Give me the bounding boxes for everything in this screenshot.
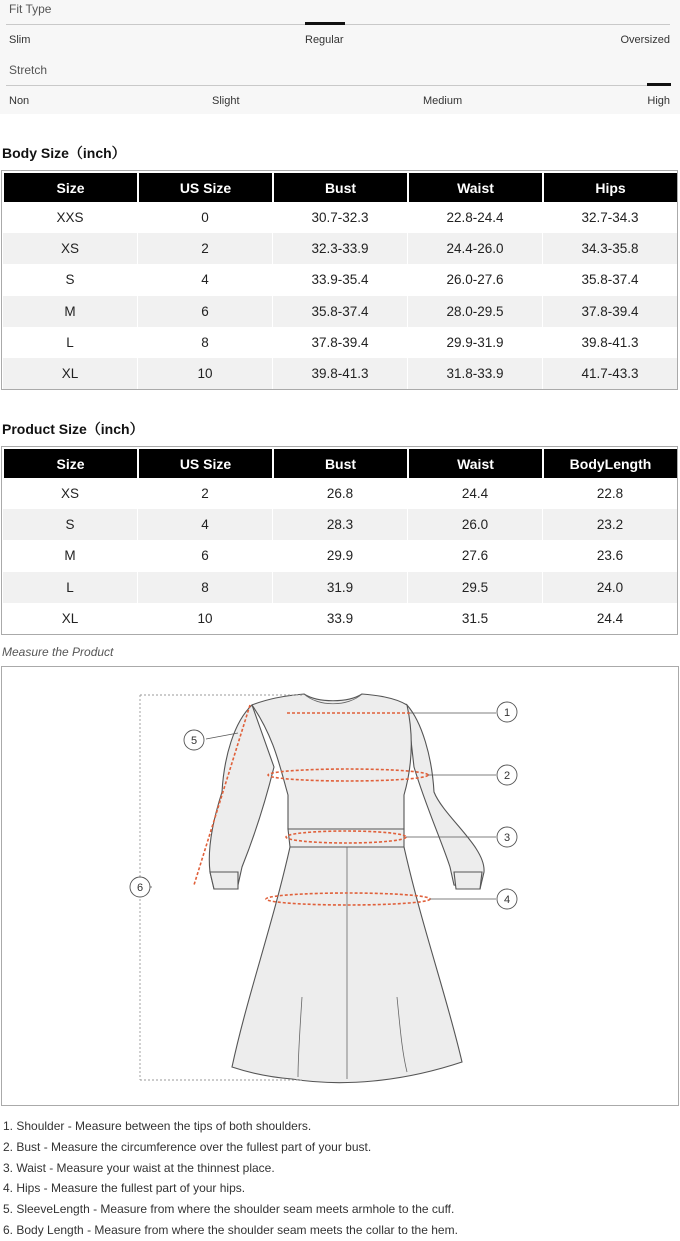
table-cell: 31.5 <box>407 603 542 634</box>
table-cell: 23.6 <box>542 540 677 571</box>
table-cell: 30.7-32.3 <box>272 202 407 233</box>
table-cell: 26.0 <box>407 509 542 540</box>
column-header: Bust <box>272 447 407 478</box>
table-row <box>2 264 677 295</box>
table-cell: 32.7-34.3 <box>542 202 677 233</box>
product-size-title: Product Size（inch） <box>2 421 144 437</box>
fit-type-title: Fit Type <box>9 2 52 16</box>
table-header-row <box>2 447 677 478</box>
table-cell: 39.8-41.3 <box>272 358 407 389</box>
column-header: Size <box>2 447 137 478</box>
fit-type-label-oversized: Oversized <box>620 34 670 46</box>
fit-scales <box>0 0 680 114</box>
stretch-title: Stretch <box>9 63 48 77</box>
table-cell: 26.8 <box>272 478 407 509</box>
note-shoulder: 1. Shoulder - Measure between the tips of both shoulders. <box>3 1119 312 1133</box>
table-cell: 35.8-37.4 <box>542 264 677 295</box>
table-cell: 32.3-33.9 <box>272 233 407 264</box>
body-size-table <box>1 170 678 390</box>
table-cell: S <box>2 264 137 295</box>
table-cell: 33.9 <box>272 603 407 634</box>
note-waist: 3. Waist - Measure your waist at the thinnest place. <box>3 1160 275 1175</box>
fit-type-scale <box>0 0 680 57</box>
column-header: BodyLength <box>542 447 677 478</box>
callout-label-2: 2 <box>503 770 511 782</box>
table-row <box>2 358 677 389</box>
table-row <box>2 202 677 233</box>
table-cell: 24.0 <box>542 572 677 603</box>
measurement-notes <box>3 1116 458 1241</box>
table-cell: S <box>2 509 137 540</box>
fit-type-label-slim: Slim <box>9 34 31 46</box>
left-sleeve <box>209 705 274 889</box>
fit-type-selected-marker <box>305 22 345 25</box>
table-cell: XS <box>2 233 137 264</box>
column-header: Waist <box>407 447 542 478</box>
bodice <box>252 694 411 829</box>
table-cell: XL <box>2 358 137 389</box>
column-header: Bust <box>272 171 407 202</box>
stretch-label-high: High <box>647 95 670 107</box>
measurement-diagram <box>1 666 679 1106</box>
callout-label-4: 4 <box>503 894 511 906</box>
table-cell: 4 <box>137 509 272 540</box>
table-row <box>2 296 677 327</box>
column-header: US Size <box>137 447 272 478</box>
column-header: US Size <box>137 171 272 202</box>
column-header: Hips <box>542 171 677 202</box>
table-cell: 41.7-43.3 <box>542 358 677 389</box>
table-cell: 28.0-29.5 <box>407 296 542 327</box>
table-cell: 29.9-31.9 <box>407 327 542 358</box>
table-row <box>2 327 677 358</box>
diagram-caption: Measure the Product <box>2 645 114 659</box>
column-header: Size <box>2 171 137 202</box>
table-cell: 8 <box>137 572 272 603</box>
note-hips: 4. Hips - Measure the fullest part of your hips. <box>3 1181 246 1196</box>
table-row <box>2 603 677 634</box>
table-cell: 34.3-35.8 <box>542 233 677 264</box>
right-cuff <box>454 872 482 889</box>
table-cell: 24.4 <box>407 478 542 509</box>
table-cell: 29.5 <box>407 572 542 603</box>
table-cell: 31.9 <box>272 572 407 603</box>
table-row <box>2 540 677 571</box>
stretch-label-slight: Slight <box>212 95 240 107</box>
note-bust: 2. Bust - Measure the circumference over the fullest part of your bust. <box>3 1139 372 1154</box>
table-cell: 2 <box>137 233 272 264</box>
left-cuff <box>210 872 238 889</box>
callout-label-6: 6 <box>136 882 144 894</box>
stretch-label-non: Non <box>9 95 30 107</box>
stretch-label-medium: Medium <box>423 95 463 107</box>
table-cell: 33.9-35.4 <box>272 264 407 295</box>
table-cell: 2 <box>137 478 272 509</box>
table-cell: 26.0-27.6 <box>407 264 542 295</box>
table-cell: 35.8-37.4 <box>272 296 407 327</box>
note-sleeve-length: 5. SleeveLength - Measure from where the shoulder seam meets armhole to the cuff. <box>3 1202 455 1217</box>
table-cell: 37.8-39.4 <box>542 296 677 327</box>
table-cell: 10 <box>137 358 272 389</box>
table-cell: 23.2 <box>542 509 677 540</box>
table-cell: 24.4 <box>542 603 677 634</box>
table-cell: 31.8-33.9 <box>407 358 542 389</box>
table-cell: 29.9 <box>272 540 407 571</box>
table-cell: 8 <box>137 327 272 358</box>
table-cell: XS <box>2 478 137 509</box>
table-cell: 10 <box>137 603 272 634</box>
table-cell: 28.3 <box>272 509 407 540</box>
table-cell: 4 <box>137 264 272 295</box>
table-cell: L <box>2 572 137 603</box>
right-sleeve <box>407 705 484 889</box>
table-row <box>2 509 677 540</box>
table-cell: 27.6 <box>407 540 542 571</box>
column-header: Waist <box>407 171 542 202</box>
note-body-length: 6. Body Length - Measure from where the shoulder seam meets the collar to the hem. <box>3 1222 458 1237</box>
table-row <box>2 478 677 509</box>
table-row <box>2 572 677 603</box>
product-size-table <box>1 446 678 635</box>
table-cell: 37.8-39.4 <box>272 327 407 358</box>
stretch-track <box>6 85 670 86</box>
table-cell: 6 <box>137 296 272 327</box>
table-cell: XL <box>2 603 137 634</box>
callout-label-5: 5 <box>190 735 198 747</box>
table-cell: 22.8-24.4 <box>407 202 542 233</box>
table-cell: 24.4-26.0 <box>407 233 542 264</box>
callout-label-3: 3 <box>503 832 511 844</box>
table-header-row <box>2 171 677 202</box>
table-cell: 6 <box>137 540 272 571</box>
table-row <box>2 233 677 264</box>
fit-type-label-regular: Regular <box>305 34 344 46</box>
table-cell: XXS <box>2 202 137 233</box>
table-cell: M <box>2 296 137 327</box>
dress-illustration <box>2 667 678 1105</box>
body-size-title: Body Size（inch） <box>2 145 126 161</box>
table-cell: 0 <box>137 202 272 233</box>
table-cell: M <box>2 540 137 571</box>
table-cell: L <box>2 327 137 358</box>
table-cell: 39.8-41.3 <box>542 327 677 358</box>
table-cell: 22.8 <box>542 478 677 509</box>
callout-label-1: 1 <box>503 707 511 719</box>
stretch-scale <box>0 61 680 118</box>
stretch-selected-marker <box>647 83 671 86</box>
